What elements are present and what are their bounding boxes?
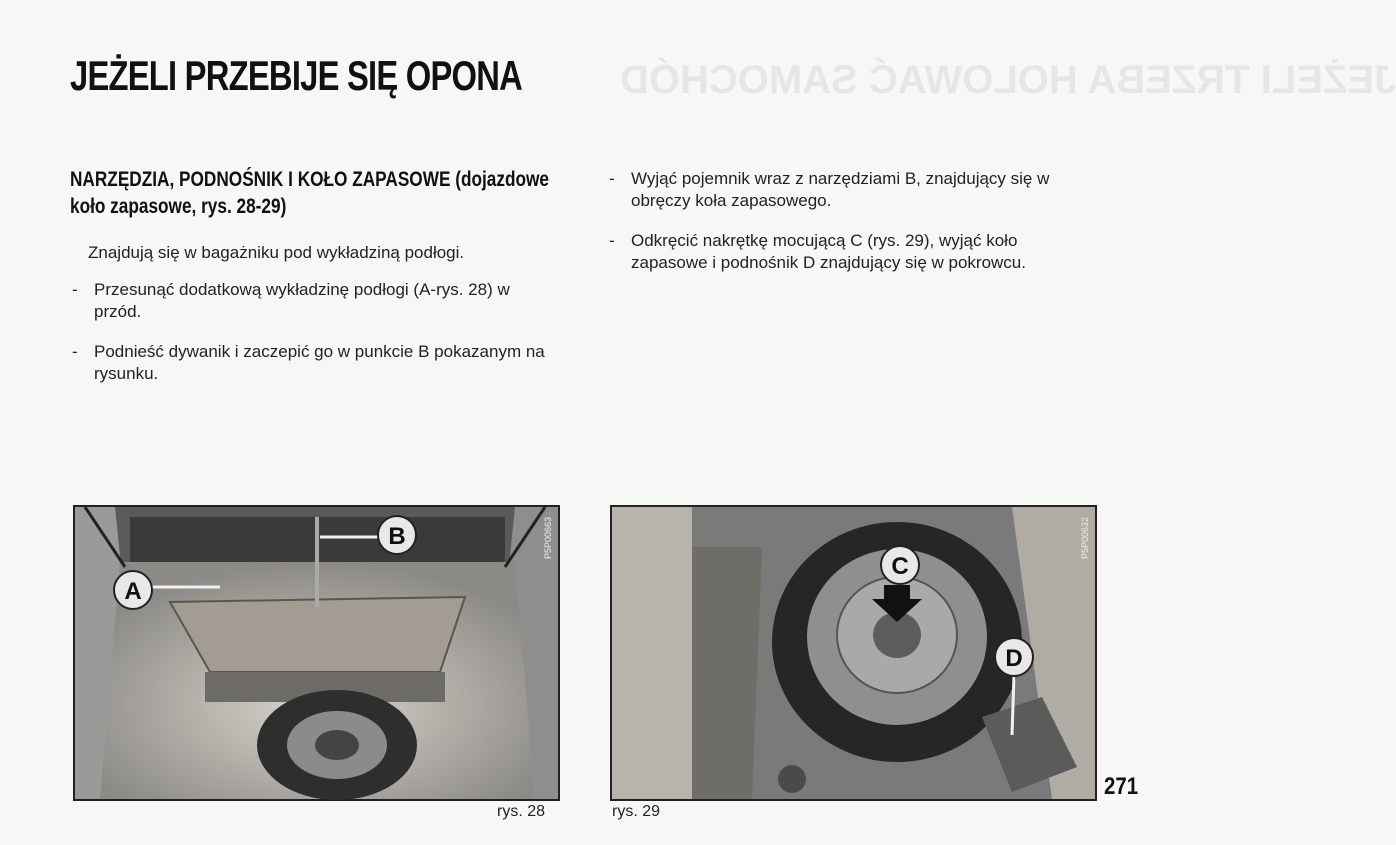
figure-caption: rys. 29 bbox=[612, 803, 661, 820]
intro-paragraph: Znajdują się w bagażniku pod wykładziną podłogi. bbox=[88, 243, 465, 262]
figure-code: P5P00663 bbox=[543, 516, 553, 559]
bullet-text: Przesunąć dodatkową wykładzinę podłogi (A-rys. 28) w przód. bbox=[94, 280, 510, 321]
figure-trunk-photo bbox=[73, 505, 560, 801]
page-number: 271 bbox=[1104, 773, 1139, 800]
trunk-illustration bbox=[75, 507, 558, 799]
callout-c-label: C bbox=[891, 553, 909, 580]
bullet-text: Odkręcić nakrętkę mocującą C (rys. 29), wyjąć koło zapasowe i podnośnik D znajdujący się w pokrowcu. bbox=[631, 231, 1026, 272]
left-bullet-1 bbox=[72, 279, 556, 323]
bullet-dash: - bbox=[72, 342, 78, 361]
bullet-dash: - bbox=[609, 231, 615, 250]
page-title: JEŻELI PRZEBIJE SIĘ OPONA bbox=[70, 52, 522, 99]
bullet-text: Wyjąć pojemnik wraz z narzędziami B, znajdujący się w obręczy koła zapasowego. bbox=[631, 169, 1050, 210]
figure-caption: rys. 28 bbox=[497, 803, 546, 820]
bullet-dash: - bbox=[609, 169, 615, 188]
figure-code: P5P00632 bbox=[1080, 516, 1090, 559]
right-bullet-2 bbox=[609, 230, 1093, 274]
bullet-text: Podnieść dywanik i zaczepić go w punkcie B pokazanym na rysunku. bbox=[94, 342, 545, 383]
figure-spare-wheel-photo bbox=[610, 505, 1097, 801]
callout-b-label: B bbox=[388, 523, 406, 550]
show-through-heading: JEŻELI TRZEBA HOLOWAĆ SAMOCHÓD bbox=[620, 58, 1396, 102]
section-subheading: NARZĘDZIA, PODNOŚNIK I KOŁO ZAPASOWE (dojazdowe koło zapasowe, rys. 28-29) bbox=[70, 168, 549, 218]
callout-a-label: A bbox=[124, 578, 142, 605]
bullet-dash: - bbox=[72, 280, 78, 299]
spare-wheel-illustration bbox=[612, 507, 1095, 799]
left-bullet-2 bbox=[72, 341, 556, 385]
callout-d-label: D bbox=[1005, 645, 1023, 672]
right-bullet-1 bbox=[609, 168, 1093, 212]
